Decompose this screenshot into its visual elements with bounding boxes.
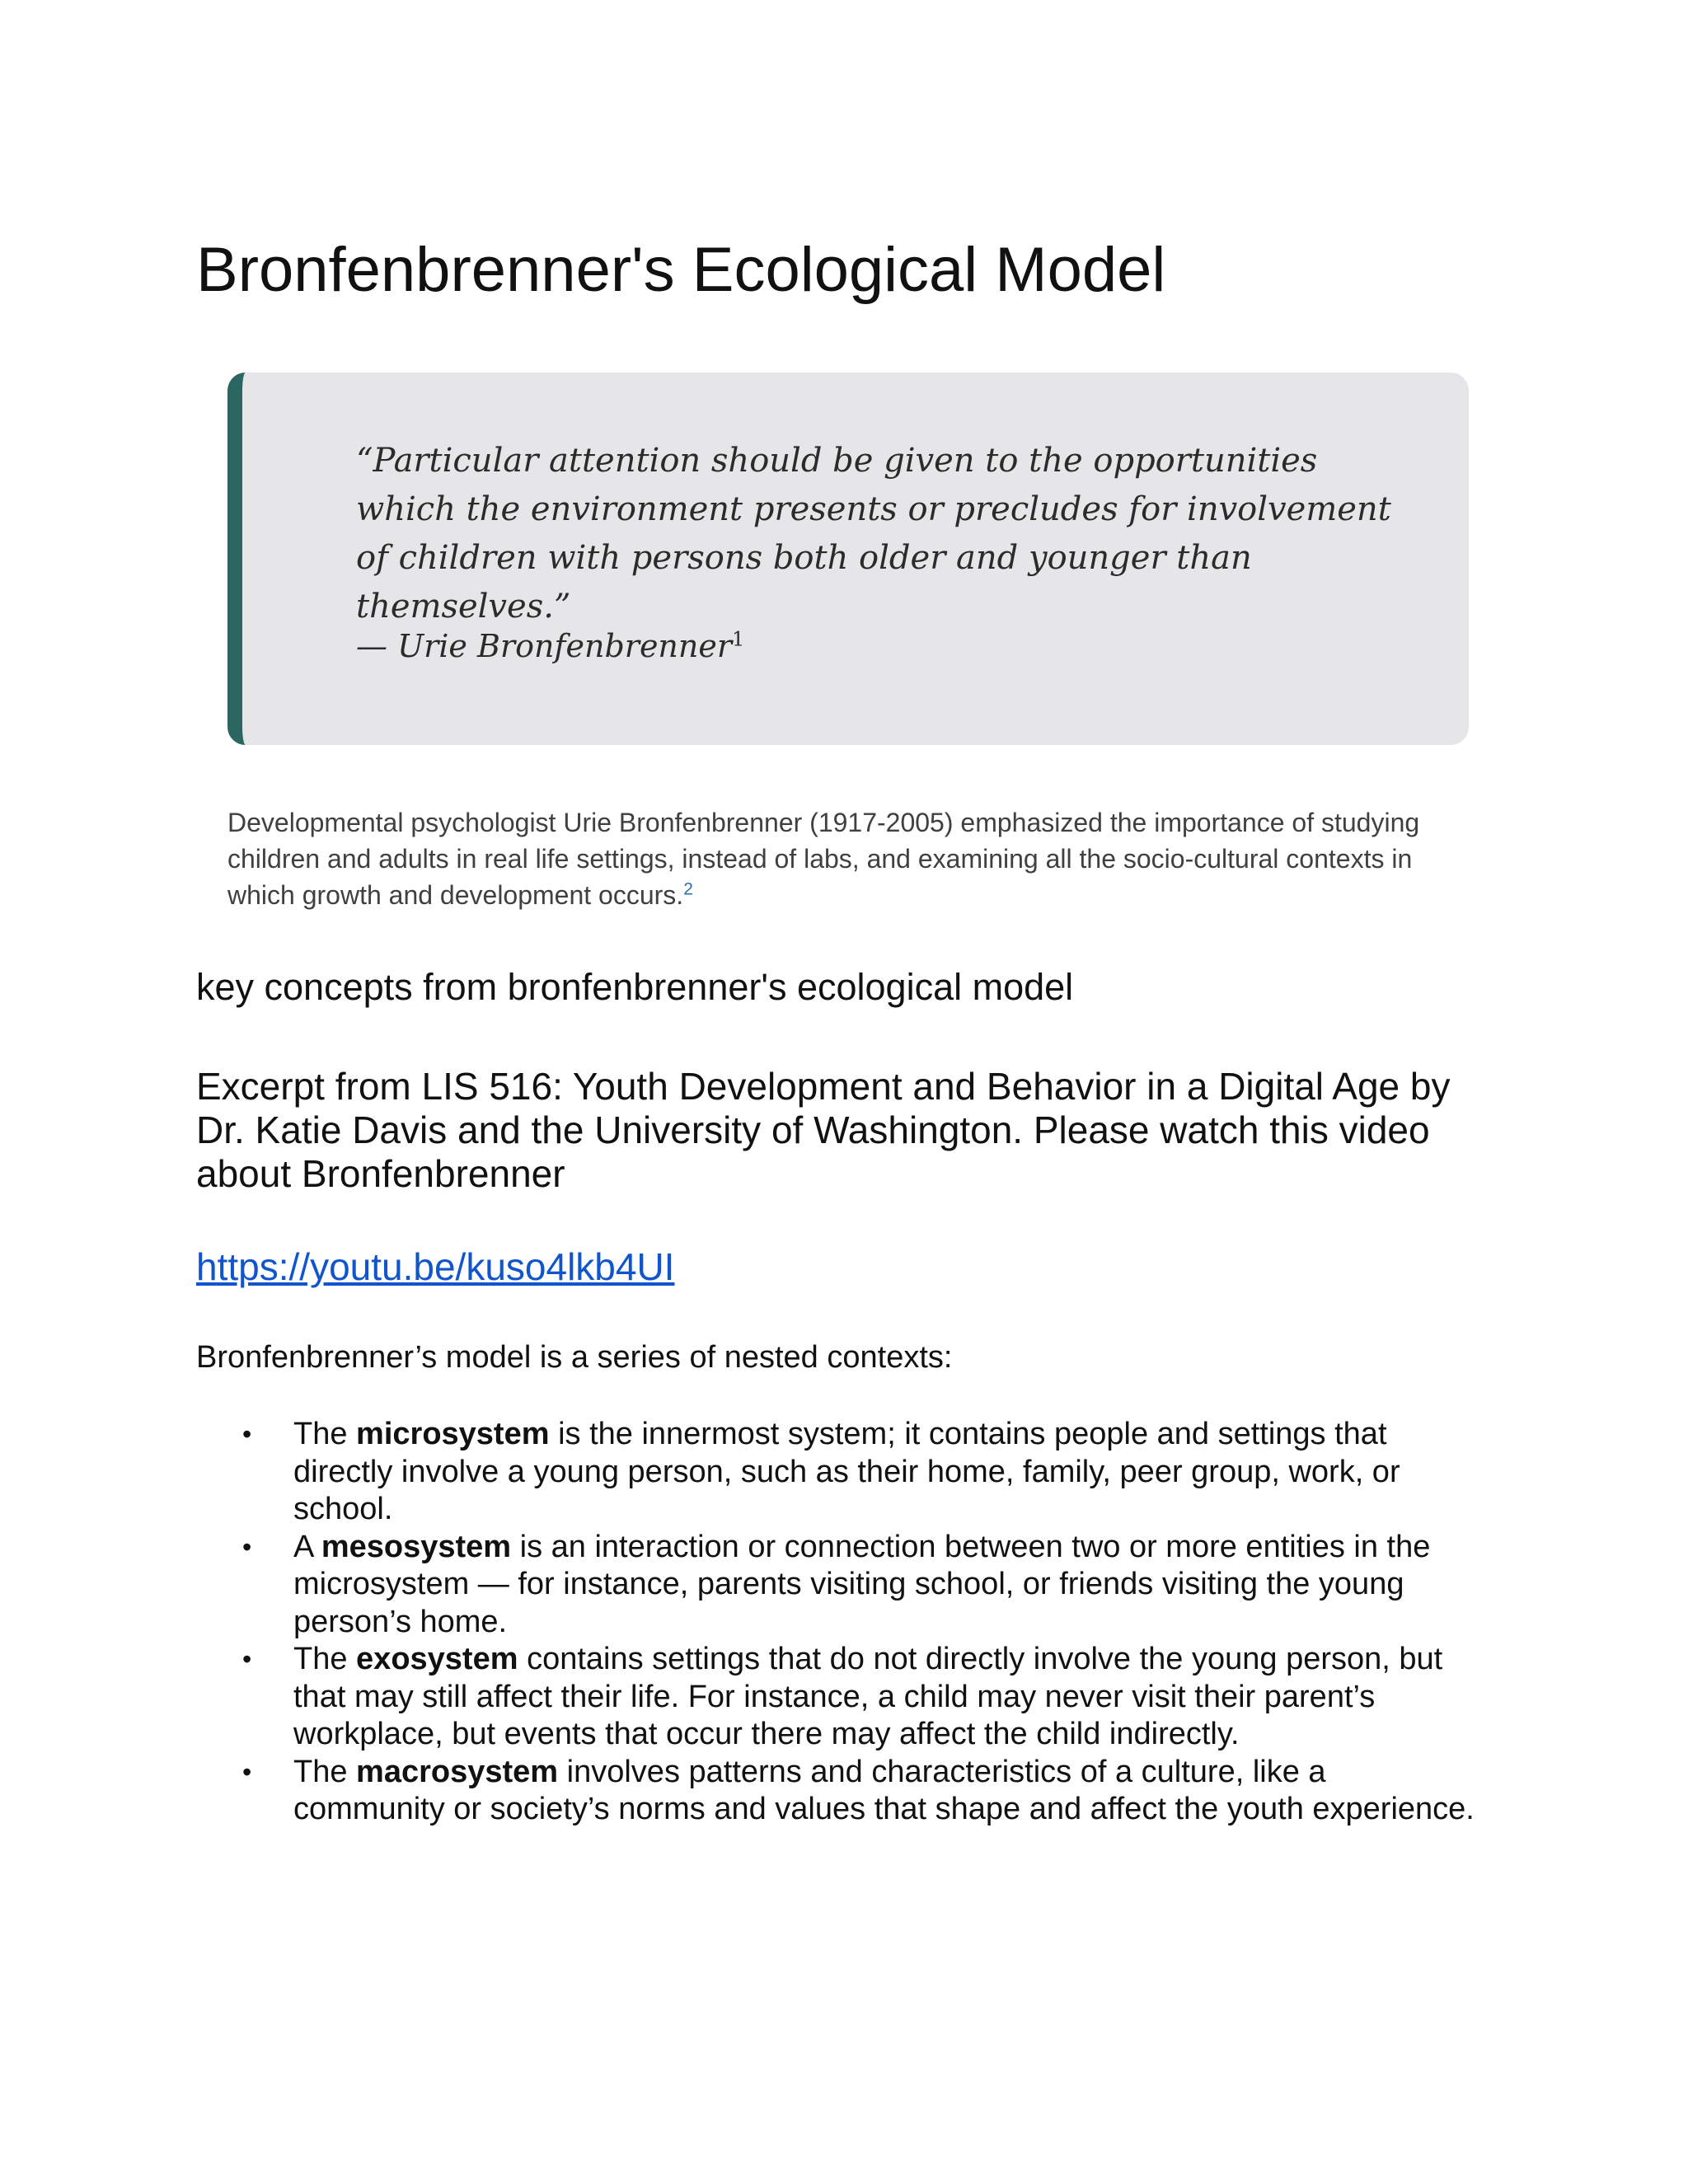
quote-author-name: — Urie Bronfenbrenner	[356, 628, 733, 664]
concept-term: exosystem	[356, 1642, 518, 1676]
nested-contexts-intro: Bronfenbrenner’s model is a series of nested contexts:	[196, 1340, 953, 1375]
concept-item-mesosystem	[196, 1529, 1482, 1642]
bullet-icon: •	[242, 1419, 252, 1449]
concept-lead: A	[293, 1529, 313, 1564]
concept-term: microsystem	[356, 1417, 550, 1451]
concept-description: is an interaction or connection between two or more entities in the microsystem — for instance, parents visiting school, or friends visiting the young person’s home.	[293, 1529, 1431, 1639]
concepts-list	[196, 1416, 1482, 1829]
concept-description: is the innermost system; it contains people and settings that directly involve a young person, such as their home, family, peer group, work, or school.	[293, 1417, 1400, 1526]
concept-lead: The	[293, 1642, 348, 1676]
bullet-icon: •	[242, 1756, 252, 1787]
bullet-icon: •	[242, 1531, 252, 1562]
concept-description: contains settings that do not directly involve the young person, but that may still affect their life. For instance, a child may never visit their parent’s workplace, but events that occur there may affect the child indirectly.	[293, 1642, 1443, 1751]
intro-paragraph	[227, 804, 1480, 913]
quote-author	[356, 628, 744, 664]
intro-footnote-2: 2	[683, 879, 693, 899]
video-link[interactable]: https://youtu.be/kuso4lkb4UI	[196, 1245, 675, 1288]
quote-block	[227, 373, 1469, 745]
concept-lead: The	[293, 1417, 348, 1451]
concept-description: involves patterns and characteristics of a culture, like a community or society’s norms and values that shape and affect the youth experience.	[293, 1754, 1475, 1826]
intro-text: Developmental psychologist Urie Bronfenbrenner (1917-2005) emphasized the importance of studying children and adults in real life settings, instead of labs, and examining all the socio-cultural contexts in which growth and development occurs.	[227, 808, 1420, 910]
excerpt-paragraph: Excerpt from LIS 516: Youth Development and Behavior in a Digital Age by Dr. Katie Davis and the University of Washington. Please watch this video about Bronfenbrenner	[196, 1065, 1451, 1195]
quote-footnote-1: 1	[732, 627, 745, 651]
bullet-icon: •	[242, 1644, 252, 1674]
concept-item-microsystem	[196, 1416, 1482, 1529]
page-title: Bronfenbrenner's Ecological Model	[196, 235, 1166, 305]
concept-item-exosystem	[196, 1641, 1482, 1754]
quote-text: “Particular attention should be given to the opportunities which the environment presents or precludes for involvement of children with persons both older and younger than themselves.”	[356, 442, 1391, 626]
concept-term: mesosystem	[321, 1529, 512, 1564]
section-subtitle: key concepts from bronfenbrenner's ecological model	[196, 966, 1074, 1008]
concept-item-macrosystem	[196, 1754, 1482, 1829]
concept-lead: The	[293, 1754, 348, 1789]
concept-term: macrosystem	[356, 1754, 559, 1789]
